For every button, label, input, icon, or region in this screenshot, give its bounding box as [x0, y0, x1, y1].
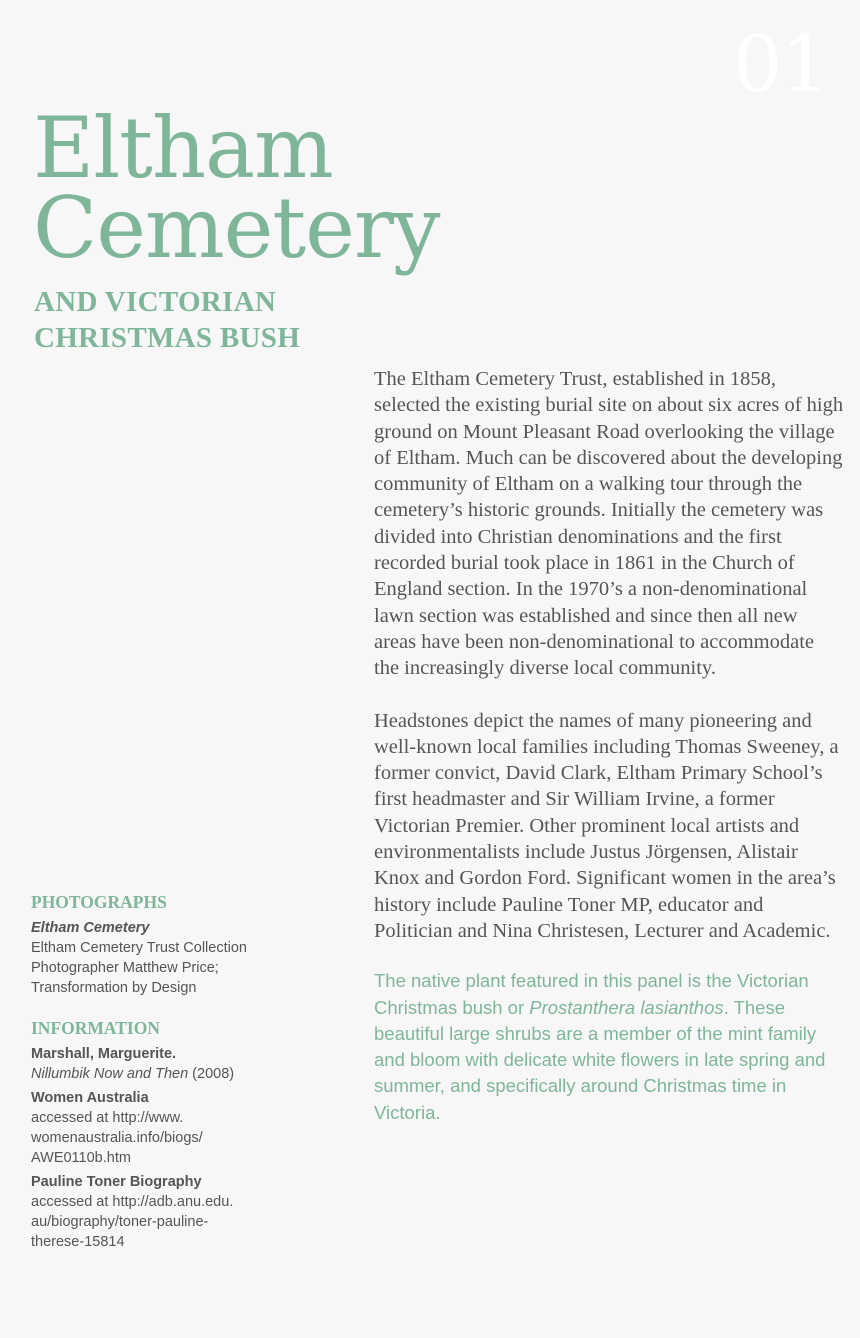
reference-url-line: therese-15814: [31, 1234, 125, 1250]
photo-credit-line-2: Photographer Matthew Price;: [31, 960, 219, 976]
reference-url-line: accessed at http://adb.anu.edu.: [31, 1194, 234, 1210]
page-title: [33, 99, 440, 277]
reference-title: Women Australia: [31, 1090, 149, 1106]
subtitle-line-1: AND VICTORIAN: [34, 286, 277, 318]
credits-column: [31, 890, 331, 1256]
reference-source: [31, 1064, 331, 1084]
photographs-heading: PHOTOGRAPHS: [31, 892, 167, 912]
reference-year: (2008): [188, 1066, 235, 1082]
title-line-2: Cemetery: [33, 179, 440, 277]
photo-item-title: Eltham Cemetery: [31, 920, 150, 936]
reference-item: [31, 1172, 331, 1252]
information-heading: INFORMATION: [31, 1018, 160, 1038]
body-paragraph-1: The Eltham Cemetery Trust, established in 1858, selected the existing burial site on about six acres of high ground on Mount Pleasant Road overlooking the village of Eltham. Much can be discovered about the developing community of Eltham on a walking tour through the cemetery’s historic grounds. Initially the cemetery was divided into Christian denominations and the first recorded burial took place in 1861 in the Church of England section. In the 1970’s a non-denominational lawn section was established and since then all new areas have been non-denominational to accommodate the increasingly diverse local community.: [374, 368, 844, 680]
feature-text-1: The native plant featured in this panel is the Victorian Christmas bush or: [374, 970, 809, 1018]
page-subtitle: [34, 284, 300, 356]
reference-url-line: AWE0110b.htm: [31, 1150, 131, 1166]
reference-url-line: accessed at http://www.: [31, 1110, 184, 1126]
reference-title: Pauline Toner Biography: [31, 1174, 202, 1190]
reference-url-line: au/biography/toner-pauline-: [31, 1214, 209, 1230]
feature-species-name: Prostanthera lasianthos: [529, 996, 724, 1018]
subtitle-line-2: CHRISTMAS BUSH: [34, 322, 301, 354]
body-paragraph-2: Headstones depict the names of many pioneering and well-known local families including Thomas Sweeney, a former convict, David Clark, Eltham Primary School’s first headmaster and Sir William Irvine, a former Victorian Premier. Other prominent local artists and environmentalists include Justus Jörgensen, Alistair Knox and Gordon Ford. Significant women in the area’s history include Pauline Toner MP, educator and Politician and Nina Christesen, Lecturer and Academic.: [374, 709, 839, 942]
title-line-1: Eltham: [33, 99, 333, 197]
feature-text-2: . These beautiful large shrubs are a member of the mint family and bloom with delicate white flowers in late spring and summer, and specifically around Christmas time in Victoria.: [374, 996, 826, 1123]
reference-book-title: Nillumbik Now and Then: [31, 1066, 189, 1082]
reference-item: [31, 1088, 331, 1168]
feature-plant-paragraph: [374, 968, 844, 1126]
reference-author: Marshall, Marguerite.: [31, 1046, 177, 1062]
reference-url-line: womenaustralia.info/biogs/: [31, 1130, 203, 1146]
photo-credit-line-1: Eltham Cemetery Trust Collection: [31, 940, 247, 956]
photo-credit-line-3: Transformation by Design: [31, 980, 197, 996]
panel-number: 01: [732, 20, 828, 110]
body-text-column: [374, 366, 844, 1126]
reference-item: [31, 1044, 331, 1084]
